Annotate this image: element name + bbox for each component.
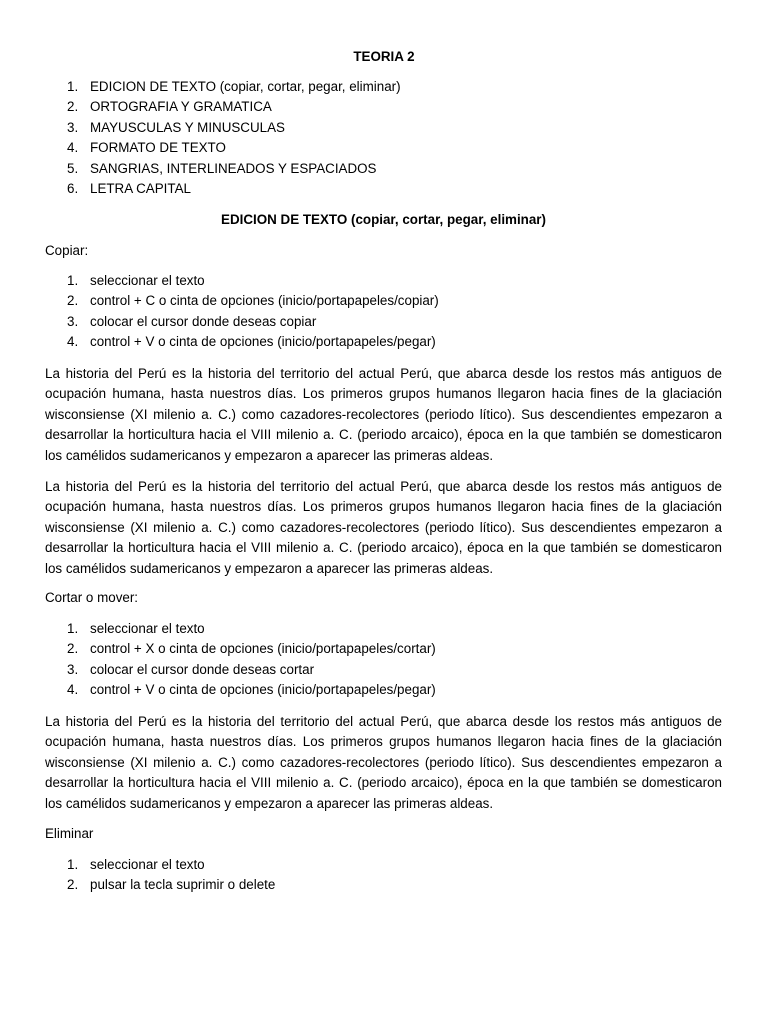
delete-step: 1. seleccionar el texto — [67, 857, 205, 872]
toc-item: 6. LETRA CAPITAL — [67, 181, 191, 197]
cut-steps — [45, 619, 722, 701]
copy-step: 1. seleccionar el texto — [67, 273, 205, 288]
toc-item: 2. ORTOGRAFIA Y GRAMATICA — [67, 99, 272, 115]
section-heading: EDICION DE TEXTO (copiar, cortar, pegar, eliminar) — [221, 212, 546, 227]
delete-steps — [45, 855, 722, 896]
cut-step: 2. control + X o cinta de opciones (inicio/portapapeles/cortar) — [67, 641, 436, 657]
copy-step: 2. control + C o cinta de opciones (inicio/portapapeles/copiar) — [67, 293, 439, 309]
cut-step: 4. control + V o cinta de opciones (inicio/portapapeles/pegar) — [67, 682, 436, 698]
delete-step: 2. pulsar la tecla suprimir o delete — [67, 877, 276, 893]
toc-item: 1. EDICION DE TEXTO (copiar, cortar, pegar, eliminar) — [67, 79, 401, 94]
copy-label: Copiar: — [45, 243, 89, 258]
copy-step: 3. colocar el cursor donde deseas copiar — [67, 313, 317, 329]
cut-step: 1. seleccionar el texto — [67, 621, 205, 636]
copy-steps-block — [45, 271, 722, 353]
copy-step: 4. control + V o cinta de opciones (inicio/portapapeles/pegar) — [67, 334, 436, 350]
toc-list-block — [45, 77, 722, 199]
paragraph-block — [45, 477, 722, 579]
toc-item: 5. SANGRIAS, INTERLINEADOS Y ESPACIADOS — [67, 160, 377, 176]
delete-label: Eliminar — [45, 826, 94, 841]
cut-step: 3. colocar el cursor donde deseas cortar — [67, 661, 315, 677]
history-paragraph: La historia del Perú es la historia del territorio del actual Perú, que abarca desde los restos más antiguos de ocupación humana, hasta nuestros días. Los primeros grupos humanos llegaron hacia fines de la glaciación wisconsiense (XI milenio a. C.) como cazadores-recolectores (periodo lítico). Sus descendientes empezaron a desarrollar la horticultura hacia el VIII milenio a. C. (periodo arcaico), época en la que también se domesticaron los camélidos sudamericanos y empezaron a aparecer las primeras aldeas. — [45, 366, 722, 463]
toc-item: 3. MAYUSCULAS Y MINUSCULAS — [67, 119, 285, 135]
toc-list — [45, 77, 722, 199]
delete-steps-block — [45, 855, 722, 896]
document-title: TEORIA 2 — [353, 49, 415, 64]
history-paragraph: La historia del Perú es la historia del territorio del actual Perú, que abarca desde los restos más antiguos de ocupación humana, hasta nuestros días. Los primeros grupos humanos llegaron hacia fines de la glaciación wisconsiense (XI milenio a. C.) como cazadores-recolectores (periodo lítico). Sus descendientes empezaron a desarrollar la horticultura hacia el VIII milenio a. C. (periodo arcaico), época en la que también se domesticaron los camélidos sudamericanos y empezaron a aparecer las primeras aldeas. — [45, 479, 722, 576]
toc-item: 4. FORMATO DE TEXTO — [67, 140, 226, 156]
cut-label: Cortar o mover: — [45, 590, 139, 605]
copy-steps — [45, 271, 722, 353]
paragraph-block — [45, 712, 722, 814]
history-paragraph: La historia del Perú es la historia del territorio del actual Perú, que abarca desde los restos más antiguos de ocupación humana, hasta nuestros días. Los primeros grupos humanos llegaron hacia fines de la glaciación wisconsiense (XI milenio a. C.) como cazadores-recolectores (periodo lítico). Sus descendientes empezaron a desarrollar la horticultura hacia el VIII milenio a. C. (periodo arcaico), época en la que también se domesticaron los camélidos sudamericanos y empezaron a aparecer las primeras aldeas. — [45, 714, 722, 811]
cut-steps-block — [45, 619, 722, 701]
paragraph-block — [45, 364, 722, 466]
